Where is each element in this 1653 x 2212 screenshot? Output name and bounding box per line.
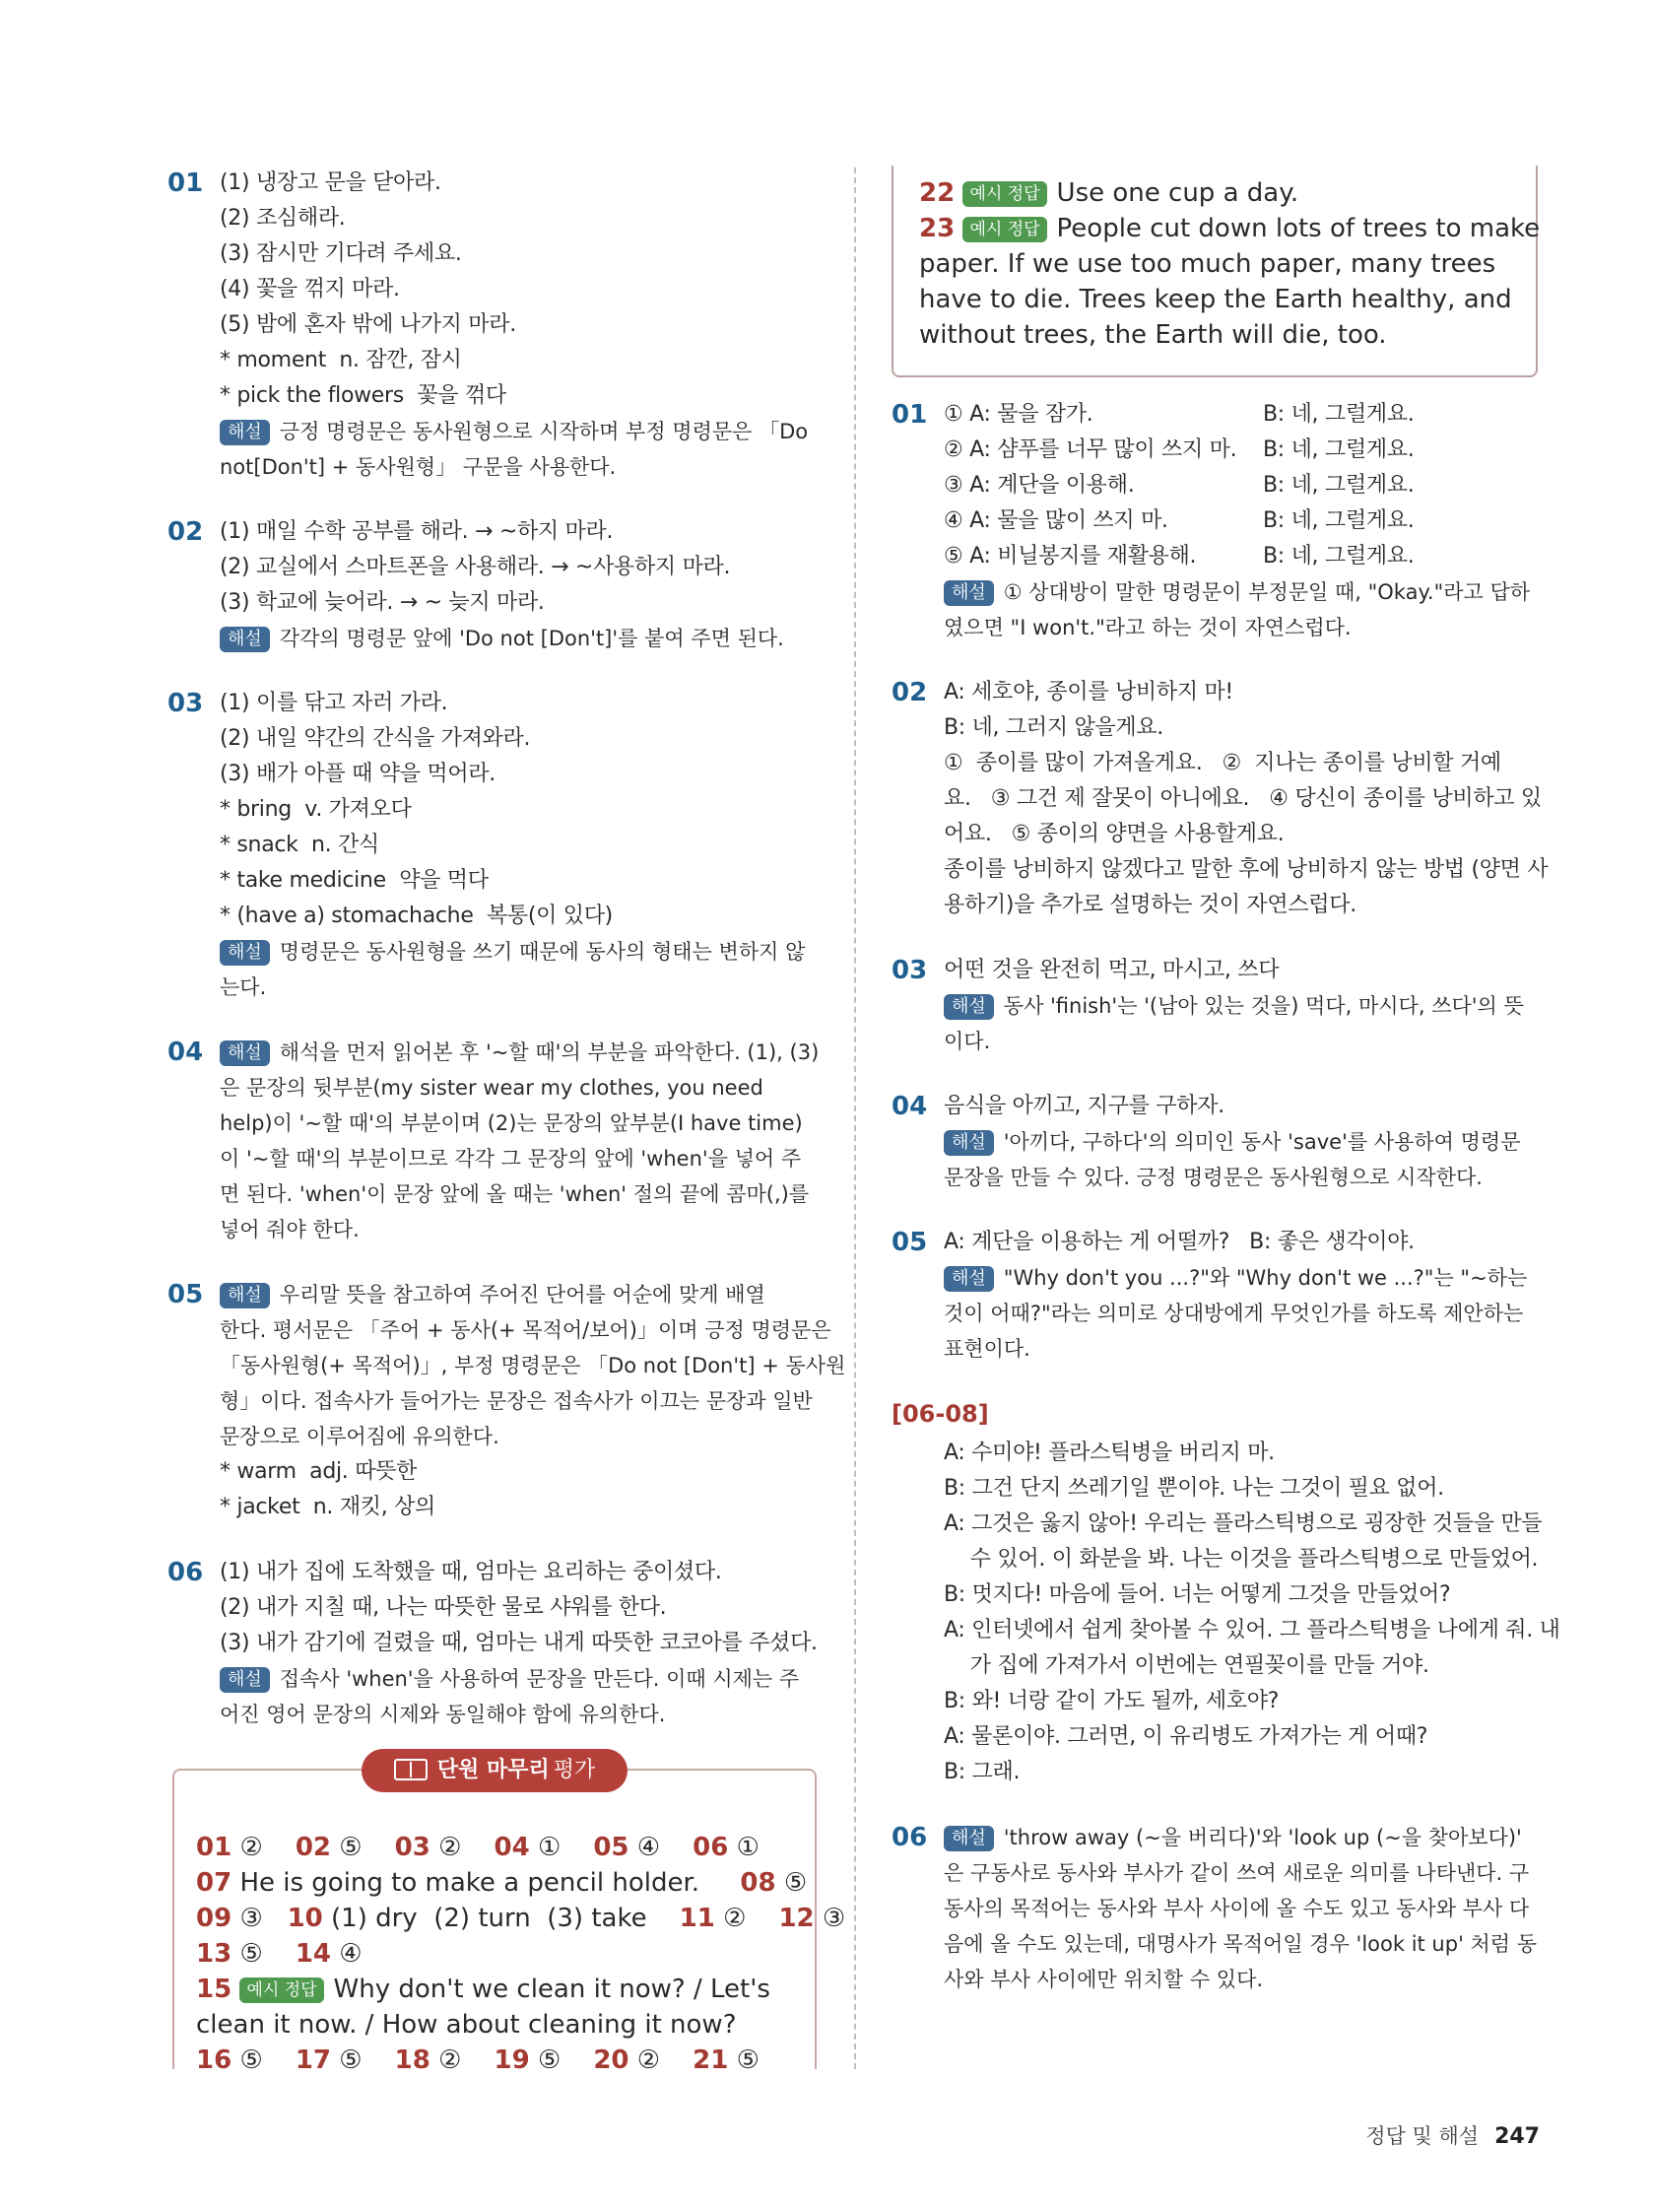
answer-line: (1) 매일 수학 공부를 해라. → ~하지 마라.: [220, 519, 614, 544]
review-num: 04: [494, 1833, 530, 1862]
explanation-badge: 해설: [220, 1283, 270, 1308]
explanation-text: 접속사 'when'을 사용하여 문장을 만든다. 이때 시제는 주: [279, 1667, 800, 1691]
example-answer-badge: 예시 정답: [962, 181, 1046, 207]
unit-review-box: [172, 1758, 846, 2075]
column-divider: [854, 168, 856, 2069]
review-num: 12: [778, 1904, 815, 1933]
answer-05: [167, 1277, 846, 1525]
answer-23: [919, 211, 1541, 246]
page-number: 247: [1494, 2124, 1540, 2149]
review-ans: have to die. Trees keep the Earth healthy, and: [919, 285, 1512, 314]
review-num: 18: [394, 2045, 430, 2075]
item-number: 05: [892, 1228, 928, 1257]
explanation-text: 형」이다. 접속사가 들어가는 문장은 접속사가 이끄는 문장과 일반: [220, 1389, 813, 1413]
answer-line: (3) 배가 아플 때 약을 먹어라.: [220, 762, 496, 786]
review-ans: ②: [636, 2045, 661, 2075]
explanation-text: 'throw away (~을 버리다)'와 'look up (~을 찾아보다)': [1003, 1826, 1522, 1849]
answer-line: 음식을 아끼고, 지구를 구하자.: [944, 1094, 1224, 1118]
explanation-badge: 해설: [944, 1266, 994, 1292]
answer-r06-08: [892, 1396, 1560, 1790]
review-num: 22: [919, 178, 956, 208]
review-num: 10: [287, 1904, 323, 1933]
item-number: 06: [892, 1823, 928, 1852]
example-answer-badge: 예시 정답: [962, 217, 1046, 242]
explanation-text: 사와 부사 사이에만 위치할 수 있다.: [944, 1968, 1264, 1991]
dialog-row: [944, 468, 1542, 503]
review-ans: He is going to make a pencil holder.: [239, 1868, 700, 1898]
explanation-badge: 해설: [220, 1040, 270, 1066]
explanation-text: 였으면 "I won't."라고 하는 것이 자연스럽다.: [944, 616, 1352, 639]
dialog-row: [944, 433, 1542, 468]
explanation-text: 우리말 뜻을 참고하여 주어진 단어를 어순에 맞게 배열: [279, 1283, 765, 1307]
answer-r06: [892, 1820, 1542, 1997]
explanation-badge: 해설: [944, 1826, 994, 1851]
review-ans: ④: [636, 1833, 661, 1862]
review-num: 15: [196, 1975, 232, 2004]
example-answer-badge: 예시 정답: [239, 1977, 323, 2003]
answer-line: (1) 냉장고 문을 닫아라.: [220, 170, 441, 195]
review-ans: ⑤: [339, 1833, 363, 1862]
dialog-a: ① A: 물을 잠가.: [944, 402, 1093, 427]
answer-line: ① 종이를 많이 가져올게요. ② 지나는 종이를 낭비할 거예: [944, 751, 1501, 775]
answer-01: [167, 166, 818, 485]
dialog-a: ⑤ A: 비닐봉지를 재활용해.: [944, 544, 1197, 569]
left-column: [167, 166, 846, 1762]
item-number: 02: [167, 517, 204, 547]
review-ans: ⑤: [783, 1868, 808, 1898]
answer-line: 종이를 낭비하지 않겠다고 말한 후에 낭비하지 않는 방법 (양면 사: [944, 857, 1549, 882]
unit-review-title-main: 단원 마무리: [436, 1758, 550, 1782]
explanation-text: 은 문장의 뒷부분(my sister wear my clothes, you need: [220, 1076, 763, 1100]
answer-r04: [892, 1089, 1542, 1195]
review-num: 16: [196, 2045, 232, 2075]
footer-label: 정답 및 해설: [1365, 2124, 1480, 2148]
explanation-badge: 해설: [220, 1667, 270, 1693]
answer-line: (2) 조심해라.: [220, 206, 346, 231]
review-ans: ②: [438, 2045, 462, 2075]
explanation-text: 각각의 명령문 앞에 'Do not [Don't]'를 붙여 주면 된다.: [279, 627, 784, 650]
answer-line: (1) 내가 집에 도착했을 때, 엄마는 요리하는 중이셨다.: [220, 1560, 722, 1584]
explanation-badge: 해설: [220, 940, 270, 966]
explanation-text: 「동사원형(+ 목적어)」, 부정 명령문은 「Do not [Don't] + 동사원: [220, 1354, 846, 1377]
answer-r03: [892, 953, 1542, 1059]
answer-04: [167, 1035, 818, 1247]
dialog-line: A: 인터넷에서 쉽게 찾아볼 수 있어. 그 플라스틱병을 나에게 줘. 내: [944, 1618, 1560, 1642]
review-num: 05: [593, 1833, 629, 1862]
dialog-a: ④ A: 물을 많이 쓰지 마.: [944, 508, 1168, 533]
answer-line: 어떤 것을 완전히 먹고, 마시고, 쓰다: [944, 958, 1280, 982]
review-num: 08: [740, 1868, 776, 1898]
dialog-b: B: 네, 그럴게요.: [1263, 508, 1415, 533]
review-num: 09: [196, 1904, 232, 1933]
answer-r02: [892, 675, 1549, 923]
answer-line: (1) 이를 닦고 자러 가라.: [220, 691, 448, 715]
explanation-badge: 해설: [220, 627, 270, 652]
review-ans: clean it now. / How about cleaning it now?: [196, 2010, 737, 2040]
explanation-badge: 해설: [944, 994, 994, 1020]
dialog-row: [944, 397, 1542, 433]
explanation-text: 음에 올 수도 있는데, 대명사가 목적어일 경우 'look it up' 처럼 동: [944, 1932, 1538, 1956]
explanation-text: 은 구동사로 동사와 부사가 같이 쓰여 새로운 의미를 나타낸다. 구: [944, 1861, 1530, 1885]
review-row: [196, 1830, 795, 1865]
item-number: 03: [167, 689, 204, 718]
vocab-line: * pick the flowers 꽃을 꺾다: [220, 383, 506, 408]
explanation-text: help)이 '~할 때'의 부분이며 (2)는 문장의 앞부분(I have time): [220, 1111, 803, 1135]
answer-06: [167, 1555, 818, 1732]
review-ans: People cut down lots of trees to make: [1056, 214, 1541, 243]
answer-r01: [892, 397, 1542, 645]
dialog-a: ③ A: 계단을 이용해.: [944, 473, 1135, 498]
explanation-badge: 해설: [220, 420, 270, 445]
review-ans: ②: [438, 1833, 462, 1862]
review-row: [196, 1901, 846, 1936]
explanation-badge: 해설: [944, 580, 994, 606]
dialog-line: A: 물론이야. 그러면, 이 유리병도 가져가는 게 어때?: [944, 1724, 1428, 1749]
vocab-line: * warm adj. 따뜻한: [220, 1459, 418, 1484]
review-num: 06: [693, 1833, 729, 1862]
review-num: 21: [693, 2045, 729, 2075]
dialog-b: B: 네, 그럴게요.: [1263, 437, 1415, 462]
item-number: 03: [892, 956, 928, 985]
review-num: 20: [593, 2045, 629, 2075]
review-row: [196, 2043, 795, 2078]
review-num: 03: [394, 1833, 430, 1862]
answer-line: (3) 잠시만 기다려 주세요.: [220, 241, 462, 266]
answer-line: A: 계단을 이용하는 게 어떨까? B: 좋은 생각이야.: [944, 1230, 1415, 1254]
review-num: 11: [679, 1904, 715, 1933]
explanation-text: 문장으로 이루어짐에 유의한다.: [220, 1425, 499, 1448]
dialog-line: B: 멋지다! 마음에 들어. 너는 어떻게 그것을 만들었어?: [944, 1582, 1451, 1607]
explanation-text: "Why don't you ...?"와 "Why don't we ...?"는 "~하는: [1003, 1266, 1528, 1290]
answer-line: 용하기)을 추가로 설명하는 것이 자연스럽다.: [944, 893, 1356, 917]
vocab-line: * (have a) stomachache 복통(이 있다): [220, 904, 613, 928]
answer-line: 어요. ⑤ 종이의 양면을 사용할게요.: [944, 822, 1285, 846]
dialog-line: A: 그것은 옳지 않아! 우리는 플라스틱병으로 굉장한 것들을 만들: [944, 1511, 1543, 1536]
dialog-line: B: 그래.: [944, 1760, 1021, 1784]
item-number: 05: [167, 1280, 204, 1309]
item-number: 01: [892, 400, 928, 430]
dialog-b: B: 네, 그럴게요.: [1263, 544, 1415, 569]
explanation-text: '아끼다, 구하다'의 의미인 동사 'save'를 사용하여 명령문: [1003, 1130, 1521, 1154]
explanation-text: not[Don't] + 동사원형」 구문을 사용한다.: [220, 455, 617, 479]
review-row: [196, 1972, 795, 2007]
explanation-text: 해석을 먼저 읽어본 후 '~할 때'의 부분을 파악한다. (1), (3): [279, 1040, 820, 1064]
review-ans: Why don't we clean it now? / Let's: [333, 1975, 770, 2004]
explanation-text: 긍정 명령문은 동사원형으로 시작하며 부정 명령문은 「Do: [279, 420, 809, 443]
range-label: [06-08]: [892, 1400, 989, 1428]
unit-review-title-sub: 평가: [553, 1758, 596, 1782]
dialog-line: B: 와! 너랑 같이 가도 될까, 세호야?: [944, 1689, 1280, 1713]
explanation-text: 면 된다. 'when'이 문장 앞에 올 때는 'when' 절의 끝에 콤마(,)를: [220, 1182, 810, 1206]
review-num: 17: [295, 2045, 332, 2075]
unit-review-title: [362, 1749, 628, 1792]
explanation-text: 이다.: [944, 1030, 991, 1053]
answer-r05: [892, 1225, 1542, 1367]
review-ans: ①: [736, 1833, 760, 1862]
review-num: 14: [295, 1939, 332, 1969]
answer-line: (5) 밤에 혼자 밖에 나가지 마라.: [220, 312, 516, 337]
dialog-b: B: 네, 그럴게요.: [1263, 473, 1415, 498]
vocab-line: * snack n. 간식: [220, 833, 379, 857]
review-ans: ③: [239, 1904, 263, 1933]
dialog-line: 수 있어. 이 화분을 봐. 나는 이것을 플라스틱병으로 만들었어.: [944, 1547, 1539, 1572]
dialog-line: A: 수미야! 플라스틱병을 버리지 마.: [944, 1441, 1275, 1465]
review-num: 23: [919, 214, 956, 243]
answer-line: A: 세호야, 종이를 낭비하지 마!: [944, 680, 1233, 704]
vocab-line: * moment n. 잠깐, 잠시: [220, 348, 462, 372]
right-column: [892, 397, 1560, 2027]
item-number: 02: [892, 678, 928, 707]
answer-line: (2) 내일 약간의 간식을 가져와라.: [220, 726, 531, 751]
explanation-text: 어진 영어 문장의 시제와 동일해야 함에 유의한다.: [220, 1703, 666, 1726]
vocab-line: * bring v. 가져오다: [220, 797, 412, 822]
dialog-line: B: 그건 단지 쓰레기일 뿐이야. 나는 그것이 필요 없어.: [944, 1476, 1444, 1501]
answer-03: [167, 686, 818, 1005]
explanation-text: 동사 'finish'는 '(남아 있는 것을) 먹다, 마시다, 쓰다'의 뜻: [1003, 994, 1524, 1018]
vocab-line: * jacket n. 재킷, 상의: [220, 1495, 436, 1519]
answer-line: (2) 내가 지칠 때, 나는 따뜻한 물로 샤워를 한다.: [220, 1595, 667, 1620]
review-ans: ①: [537, 1833, 562, 1862]
item-number: 01: [167, 168, 204, 198]
explanation-text: 는다.: [220, 975, 267, 999]
review-ans: ②: [239, 1833, 263, 1862]
review-ans: ④: [339, 1939, 363, 1969]
explanation-text: 넣어 줘야 한다.: [220, 1218, 360, 1241]
review-ans: ⑤: [537, 2045, 562, 2075]
review-ans: without trees, the Earth will die, too.: [919, 320, 1387, 350]
answer-line: (2) 교실에서 스마트폰을 사용해라. → ~사용하지 마라.: [220, 555, 731, 579]
continued-answer-box: [892, 166, 1541, 377]
review-ans: ⑤: [339, 2045, 363, 2075]
item-number: 04: [167, 1038, 204, 1067]
dialog-a: ② A: 샴푸를 너무 많이 쓰지 마.: [944, 437, 1237, 462]
explanation-text: 문장을 만들 수 있다. 긍정 명령문은 동사원형으로 시작한다.: [944, 1166, 1483, 1189]
dialog-line: 가 집에 가져가서 이번에는 연필꽂이를 만들 거야.: [944, 1653, 1429, 1678]
review-ans: paper. If we use too much paper, many trees: [919, 249, 1496, 279]
review-num: 01: [196, 1833, 232, 1862]
book-icon: [394, 1759, 428, 1780]
review-num: 02: [295, 1833, 332, 1862]
explanation-text: 표현이다.: [944, 1337, 1030, 1361]
explanation-text: 것이 어때?"라는 의미로 상대방에게 무엇인가를 하도록 제안하는: [944, 1302, 1524, 1325]
answer-02: [167, 514, 818, 656]
answer-line: (3) 내가 감기에 걸렸을 때, 엄마는 내게 따뜻한 코코아를 주셨다.: [220, 1631, 818, 1655]
review-ans: ⑤: [736, 2045, 760, 2075]
review-ans: ⑤: [239, 2045, 263, 2075]
explanation-text: 한다. 평서문은 「주어 + 동사(+ 목적어/보어)」이며 긍정 명령문은: [220, 1318, 831, 1342]
dialog-row: [944, 539, 1542, 574]
dialog-row: [944, 503, 1542, 539]
answer-line: 요. ③ 그건 제 잘못이 아니에요. ④ 당신이 종이를 낭비하고 있: [944, 786, 1542, 811]
item-number: 06: [167, 1558, 204, 1587]
review-num: 13: [196, 1939, 232, 1969]
dialog-b: B: 네, 그럴게요.: [1263, 402, 1415, 427]
answer-line: B: 네, 그러지 않을게요.: [944, 715, 1163, 740]
review-ans: ⑤: [239, 1939, 263, 1969]
explanation-text: 명령문은 동사원형을 쓰기 때문에 동사의 형태는 변하지 않: [279, 940, 806, 964]
review-row: [196, 1865, 808, 1901]
answer-line: (3) 학교에 늦어라. → ~ 늦지 마라.: [220, 590, 545, 615]
answer-line: (4) 꽃을 꺾지 마라.: [220, 277, 400, 302]
review-ans: Use one cup a day.: [1056, 178, 1299, 208]
review-ans: ③: [822, 1904, 846, 1933]
vocab-line: * take medicine 약을 먹다: [220, 868, 489, 893]
review-ans: ②: [723, 1904, 747, 1933]
page-footer: [1365, 2120, 1540, 2150]
explanation-text: 동사의 목적어는 동사와 부사 사이에 올 수도 있고 동사와 부사 다: [944, 1897, 1530, 1920]
explanation-text: 이 '~할 때'의 부분이므로 각각 그 문장의 앞에 'when'을 넣어 주: [220, 1147, 802, 1171]
answer-22: [919, 175, 1514, 211]
item-number: 04: [892, 1092, 928, 1121]
review-num: 19: [494, 2045, 530, 2075]
review-row: [196, 1936, 795, 1972]
explanation-badge: 해설: [944, 1130, 994, 1156]
review-num: 07: [196, 1868, 232, 1898]
review-ans: (1) dry (2) turn (3) take: [331, 1904, 647, 1933]
explanation-text: ① 상대방이 말한 명령문이 부정문일 때, "Okay."라고 답하: [1003, 580, 1531, 604]
